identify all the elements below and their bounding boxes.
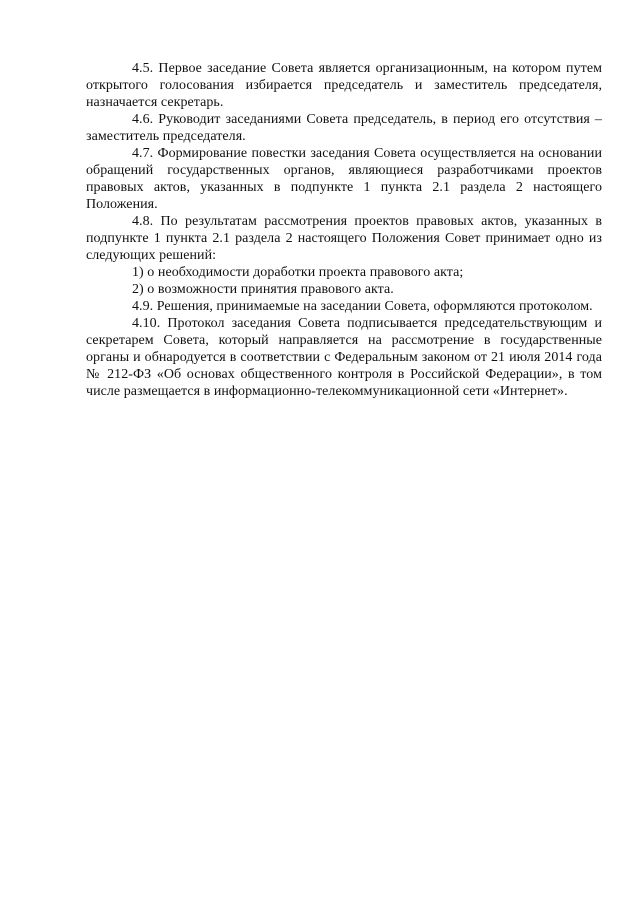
paragraph-4-10: 4.10. Протокол заседания Совета подписывается председательствующим и секретарем Совета, который направляется на рассмотрение в государственные органы и обнародуется в соответствии с Федеральным законом от 21 июля 2014 года № 212-ФЗ «Об основах общественного контроля в Российской Федерации», в том числе размещается в информационно-телекоммуникационной сети «Интернет». <box>86 316 602 399</box>
list-item-2: 2) о возможности принятия правового акта. <box>132 282 394 297</box>
paragraph-4-9: 4.9. Решения, принимаемые на заседании Совета, оформляются протоколом. <box>132 299 593 314</box>
paragraph-4-7: 4.7. Формирование повестки заседания Совета осуществляется на основании обращений государственных органов, являющиеся разработчиками проектов правовых актов, указанных в подпункте 1 пункта 2.1 раздела 2 настоящего Положения. <box>86 146 602 212</box>
list-item-1: 1) о необходимости доработки проекта правового акта; <box>132 265 464 280</box>
paragraph-4-6: 4.6. Руководит заседаниями Совета председатель, в период его отсутствия – заместитель председателя. <box>86 112 602 144</box>
paragraph-4-5: 4.5. Первое заседание Совета является организационным, на котором путем открытого голосования избирается председатель и заместитель председателя, назначается секретарь. <box>86 61 602 110</box>
paragraph-4-8: 4.8. По результатам рассмотрения проектов правовых актов, указанных в подпункте 1 пункта 2.1 раздела 2 настоящего Положения Совет принимает одно из следующих решений: <box>86 214 602 263</box>
document-body <box>86 60 602 400</box>
